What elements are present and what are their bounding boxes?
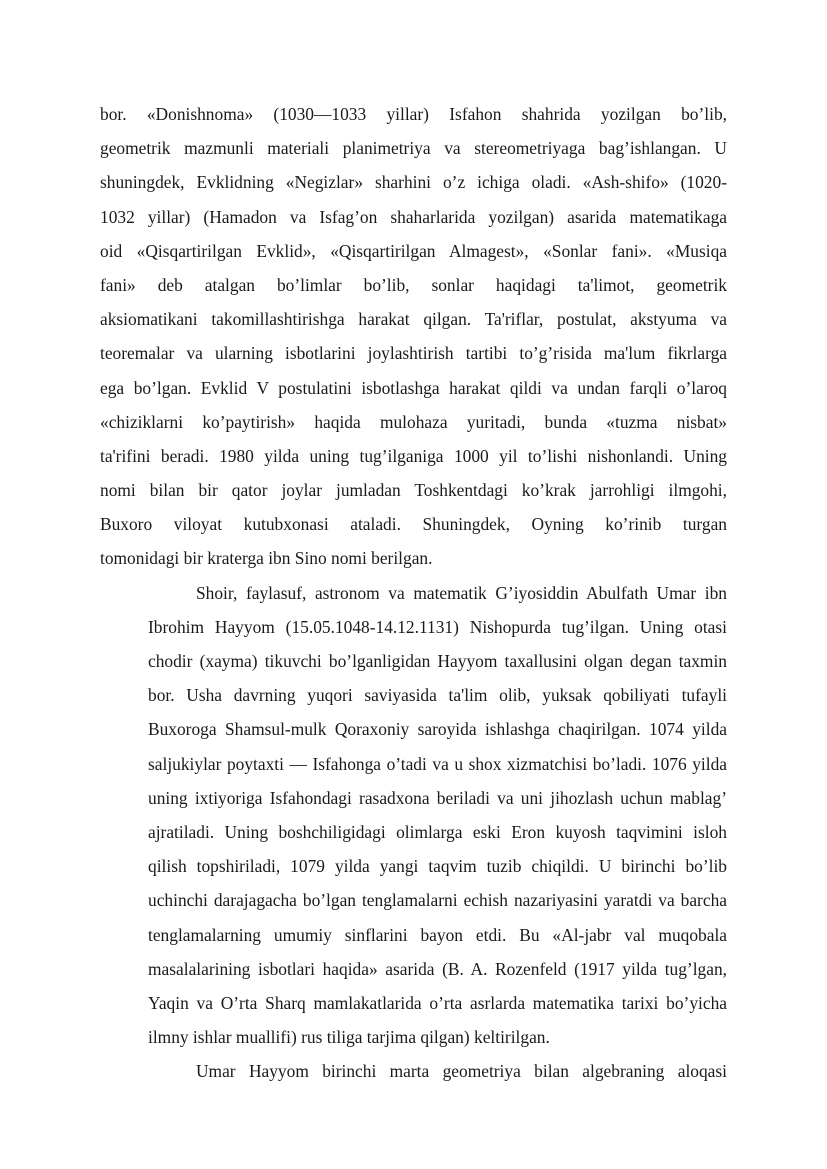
text-line: ta'rifini beradi. 1980 yilda uning tug’ilganiga 1000 yil to’lishi nishonlandi. Uning [100, 445, 727, 466]
text-line: ega bo’lgan. Evklid V postulatini isbotlashga harakat qildi va undan farqli o’laroq [100, 377, 727, 398]
text-line: chodir (xayma) tikuvchi bo’lganligidan Hayyom taxallusini olgan degan taxmin [148, 651, 727, 671]
text-line: teoremalar va ularning isbotlarini joylashtirish tartibi to’g’risida ma'lum fikrlarga [100, 343, 727, 364]
text-line: ilmny ishlar muallifi) rus tiliga tarjima qilgan) keltirilgan. [148, 1027, 550, 1048]
text-line: oid «Qisqartirilgan Evklid», «Qisqartirilgan Almagest», «Sonlar fani». «Musiqa [100, 240, 727, 261]
paragraph [100, 97, 727, 576]
text-line: fani» deb atalgan bo’limlar bo’lib, sonlar haqidagi ta'limot, geometrik [100, 274, 727, 295]
text-line: ajratiladi. Uning boshchiligidagi olimlarga eski Eron kuyosh taqvimini isloh [148, 821, 727, 842]
text-line: bor. «Donishnoma» (1030—1033 yillar) Isfahon shahrida yozilgan bo’lib, [100, 104, 727, 124]
text-line: «chiziklarni ko’paytirish» haqida mulohaza yuritadi, bunda «tuzma nisbat» [100, 411, 727, 432]
text-line: masalalarining isbotlari haqida» asarida (B. A. Rozenfeld (1917 yilda tug’lgan, [148, 958, 727, 979]
paragraph [100, 1054, 727, 1088]
text-line: Ibrohim Hayyom (15.05.1048-14.12.1131) Nishopurda tug’ilgan. Uning otasi [148, 616, 727, 637]
text-line: Umar Hayyom birinchi marta geometriya bilan algebraning aloqasi [196, 1061, 727, 1082]
text-line: 1032 yillar) (Hamadon va Isfag’on shaharlarida yozilgan) asarida matematikaga [100, 206, 727, 227]
body-text [100, 97, 727, 1088]
text-line: uchinchi darajagacha bo’lgan tenglamalarni echish nazariyasini yaratdi va barcha [148, 890, 727, 911]
text-line: qilish topshiriladi, 1079 yilda yangi taqvim tuzib chiqildi. U birinchi bo’lib [148, 856, 727, 877]
text-line: bor. Usha davrning yuqori saviyasida ta'lim olib, yuksak qobiliyati tufayli [148, 685, 727, 706]
text-line: Buxoro viloyat kutubxonasi ataladi. Shuningdek, Oyning ko’rinib turgan [100, 514, 727, 535]
text-line: aksiomatikani takomillashtirishga harakat qilgan. Ta'riflar, postulat, akstyuma va [100, 309, 727, 330]
text-line: tenglamalarning umumiy sinflarini bayon etdi. Bu «Al-jabr val muqobala [148, 924, 727, 945]
paragraph [100, 576, 727, 1055]
text-line: Buxoroga Shamsul-mulk Qoraxoniy saroyida ishlashga chaqirilgan. 1074 yilda [148, 719, 727, 740]
text-line: saljukiylar poytaxti — Isfahonga o’tadi va u shox xizmatchisi bo’ladi. 1076 yilda [148, 753, 727, 774]
text-line: uning ixtiyoriga Isfahondagi rasadxona beriladi va uni jihozlash uchun mablag’ [148, 787, 727, 808]
text-line: nomi bilan bir qator joylar jumladan Toshkentdagi ko’krak jarrohligi ilmgohi, [100, 480, 727, 501]
text-line: tomonidagi bir kraterga ibn Sino nomi berilgan. [100, 548, 433, 569]
text-line: geometrik mazmunli materiali planimetriya va stereometriyaga bag’ishlangan. U [100, 138, 727, 159]
text-line: shuningdek, Evklidning «Negizlar» sharhini o’z ichiga oladi. «Ash-shifo» (1020- [100, 172, 727, 193]
text-line: Shoir, faylasuf, astronom va matematik G’iyosiddin Abulfath Umar ibn [196, 582, 727, 603]
text-line: Yaqin va O’rta Sharq mamlakatlarida o’rta asrlarda matematika tarixi bo’yicha [148, 992, 727, 1013]
